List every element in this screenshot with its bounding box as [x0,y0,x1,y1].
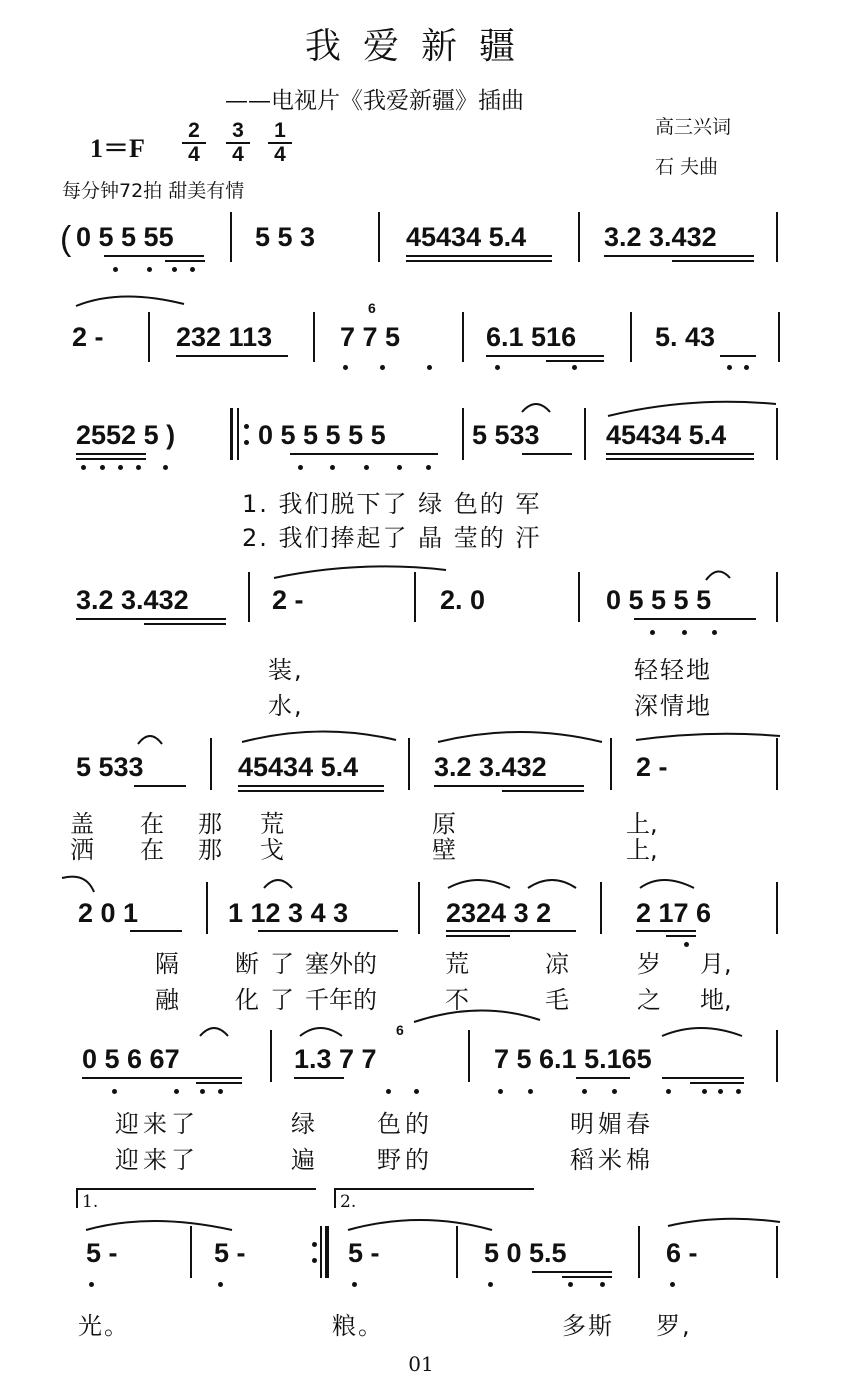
measure-r2-m2: 232 113 [176,322,273,352]
slur [522,404,550,412]
measure-r6-m3: 2324 3 2 [446,898,552,928]
grace-note-6: 6 [396,1022,404,1038]
lyric-syllable: 了 [270,986,294,1014]
measure-r2-m3: 7 7 5 [340,322,401,352]
measure-r8-m5: 6 - [666,1238,698,1268]
measure-r4-m1: 3.2 3.432 [76,585,189,615]
lyric-syllable: 不 [445,986,469,1014]
lyric-syllable: 了 [270,950,294,978]
slur [636,734,780,740]
lyric-syllable: 断 [235,950,259,978]
page-number: 01 [408,1352,434,1376]
lyric-syllable: 塞外的 [305,950,377,978]
slur [86,1221,232,1230]
tempo-marking: 每分钟72拍 甜美有情 [62,180,245,202]
lyric-r4-verse2-a: 水, [268,692,304,720]
measure-r7-m2: 1.3 7 7 [294,1044,377,1074]
measure-r8-m1: 5 - [86,1238,118,1268]
measure-r4-m2: 2 - [272,585,304,615]
lyric-line-r3-verse2: 2. 我们捧起了 晶 莹的 汗 [242,524,542,552]
measure-r1-m4: 3.2 3.432 [604,222,717,252]
lyric-syllable: 千年的 [305,986,377,1014]
lyric-line-r3-verse1: 1. 我们脱下了 绿 色的 军 [242,490,542,518]
measure-r6-m1: 2 0 1 [78,898,139,928]
slur [348,1220,492,1230]
measure-r2-m1: 2 - [72,322,104,352]
measure-r4-m4: 0 5 5 5 5 [606,585,712,615]
lyric-syllable: 在 [140,810,164,838]
measure-r3-m1: 2552 5 ) [76,420,176,450]
measure-r3-m4: 45434 5.4 [606,420,727,450]
slur [138,736,162,744]
measure-r8-m3: 5 - [348,1238,380,1268]
lyric-syllable: 荒 [260,810,284,838]
lyric-r4-verse2-b: 深情地 [634,692,712,720]
lyric-syllable: 化 [235,986,259,1014]
lyric-syllable: 凉 [545,950,569,978]
slur [300,1028,342,1036]
measure-r5-m4: 2 - [636,752,668,782]
slur [528,880,576,888]
lyric-syllable: 明媚春 [570,1110,654,1138]
lyric-syllable: 洒 [70,836,94,864]
measure-r3-m3: 5 533 [472,420,540,450]
measure-r8-m4: 5 0 5.5 [484,1238,567,1268]
measure-r6-m4: 2 17 6 [636,898,712,928]
lyric-syllable: 戈 [260,836,284,864]
lyric-syllable: 迎来了 [115,1146,199,1174]
measure-r7-m1: 0 5 6 67 [82,1044,180,1074]
slur [662,1028,742,1036]
time-signature-3-4: 3 4 [226,120,250,166]
slur [62,877,94,892]
measure-r5-m1: 5 533 [76,752,144,782]
lyric-r8-c: 多斯 [562,1312,614,1340]
slur [640,880,694,888]
grace-note-6: 6 [368,300,376,316]
lyric-syllable: 盖 [70,810,94,838]
slur [264,880,292,888]
lyric-syllable: 毛 [545,986,569,1014]
measure-r3-m2: 0 5 5 5 5 5 [258,420,386,450]
lyric-syllable: 野的 [377,1146,433,1174]
lyric-syllable: 上, [626,810,658,838]
volta-2-label: 2. [340,1192,357,1212]
key-signature: 1＝F [90,134,145,163]
measure-r1-m1: 0 5 5 55 [76,222,174,252]
song-title: 我爱新疆 [304,26,537,67]
measure-r7-m3: 7 5 6.1 5.165 [494,1044,652,1074]
lyric-syllable: 稻米棉 [570,1146,654,1174]
slur [706,571,730,580]
lyric-syllable: 融 [155,986,179,1014]
measure-r1-m3: 45434 5.4 [406,222,527,252]
measure-r8-m2: 5 - [214,1238,246,1268]
composer-credit: 石 夫曲 [655,156,719,178]
lyric-syllable: 那 [198,810,222,838]
lyric-r8-b: 粮。 [332,1312,384,1340]
song-subtitle: ——电视片《我爱新疆》插曲 [225,88,524,114]
lyric-syllable: 在 [140,836,164,864]
measure-r1-m2: 5 5 3 [255,222,316,252]
lyric-syllable: 那 [198,836,222,864]
slur [200,1028,228,1036]
slur [414,1010,540,1022]
lyric-syllable: 岁 [637,950,661,978]
lyric-syllable: 壁 [432,836,456,864]
time-signature-2-4: 2 4 [182,120,206,166]
lyric-syllable: 上, [626,836,658,864]
measure-r2-m4: 6.1 516 [486,322,577,352]
lyric-r4-verse1-a: 装, [268,656,304,684]
lyric-syllable: 色的 [377,1110,433,1138]
measure-r5-m3: 3.2 3.432 [434,752,547,782]
measure-r2-m5: 5. 43 [655,322,716,352]
slur [608,402,776,416]
slur [668,1219,780,1226]
measure-r6-m2: 1 12 3 4 3 [228,898,349,928]
time-signature-1-4: 1 4 [268,120,292,166]
lyric-syllable: 遍 [291,1146,315,1174]
lyricist-credit: 高三兴词 [655,116,732,138]
volta-1-label: 1. [82,1192,99,1212]
slur [274,566,446,578]
lyric-r4-verse1-b: 轻轻地 [634,656,712,684]
measure-r4-m3: 2. 0 [440,585,486,615]
lyric-syllable: 荒 [445,950,469,978]
lyric-r8-a: 光。 [78,1312,130,1340]
lyric-syllable: 月, [700,950,732,978]
lyric-syllable: 隔 [155,950,179,978]
prelude-open-paren: ( [60,220,72,258]
slur [76,296,184,306]
lyric-syllable: 原 [432,810,456,838]
slur [242,731,396,742]
lyric-syllable: 之 [637,986,661,1014]
lyric-syllable: 绿 [291,1110,315,1138]
lyric-syllable: 迎来了 [115,1110,199,1138]
measure-r5-m2: 45434 5.4 [238,752,359,782]
slur [438,732,602,742]
slur [448,880,510,888]
lyric-r8-d: 罗, [656,1312,692,1340]
lyric-syllable: 地, [700,986,732,1014]
